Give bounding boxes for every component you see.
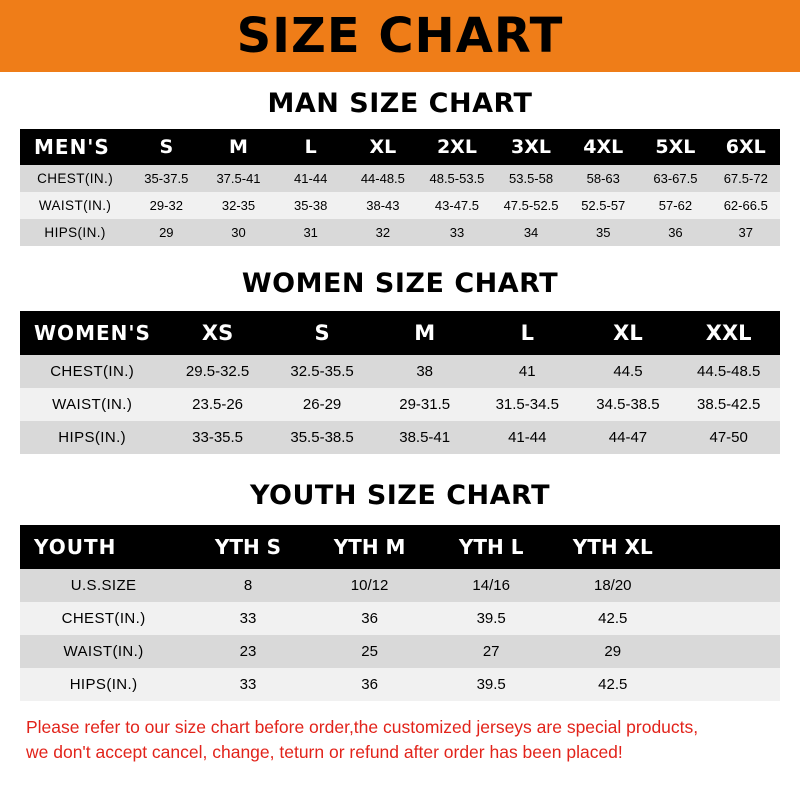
- table-row: [20, 219, 780, 246]
- cell: 25: [361, 643, 378, 660]
- cell: 44.5-48.5: [696, 363, 761, 380]
- disclaimer-line-1: Please refer to our size chart before order,the customized jerseys are special products,: [26, 717, 699, 737]
- man-size-section: [20, 88, 780, 246]
- col-header-xl: XL: [613, 321, 643, 345]
- col-header-2xl: 2XL: [436, 136, 477, 158]
- cell: 38-43: [366, 198, 400, 213]
- col-header-xxl: XXL: [705, 321, 752, 345]
- cell: 33: [239, 676, 257, 693]
- cell: 44-48.5: [360, 171, 405, 186]
- cell: 37.5-41: [216, 171, 261, 186]
- cell: 32-35: [221, 198, 256, 213]
- cell: 18/20: [593, 577, 632, 594]
- col-header-m: M: [229, 136, 248, 158]
- cell: 36: [361, 676, 378, 693]
- col-header-4xl: 4XL: [583, 136, 624, 158]
- cell: 33-35.5: [192, 429, 244, 446]
- table-header-row: [20, 311, 780, 355]
- col-header-yth-s: YTH S: [214, 535, 282, 559]
- cell: 32.5-35.5: [290, 363, 354, 380]
- table-row: [20, 165, 780, 192]
- row-label-chest: CHEST(IN.): [50, 363, 135, 380]
- cell: 62-66.5: [723, 198, 768, 213]
- cell: 39.5: [476, 676, 506, 693]
- table-row: [20, 569, 780, 602]
- cell: 34.5-38.5: [596, 396, 660, 413]
- women-size-section: [20, 268, 780, 454]
- cell: 41: [518, 363, 536, 380]
- cell: 32: [375, 225, 391, 240]
- cell: 29.5-32.5: [185, 363, 250, 380]
- col-header-youth: YOUTH: [34, 535, 117, 559]
- page-title: SIZE CHART: [236, 8, 564, 64]
- women-section-title: WOMEN SIZE CHART: [241, 268, 559, 299]
- cell: 35-37.5: [144, 171, 189, 186]
- cell: 42.5: [598, 610, 628, 627]
- table-header-row: [20, 129, 780, 165]
- row-label-waist: WAIST(IN.): [38, 198, 112, 213]
- col-header-s: S: [159, 136, 174, 158]
- col-header-l: L: [304, 136, 317, 158]
- row-label-us-size: U.S.SIZE: [70, 577, 137, 594]
- cell: 8: [243, 577, 253, 594]
- disclaimer-line-2: we don't accept cancel, change, teturn or refund after order has been placed!: [26, 742, 623, 763]
- table-row: [20, 355, 780, 388]
- col-header-mens: MEN'S: [34, 135, 110, 159]
- chart-content: [0, 88, 800, 766]
- cell: 30: [231, 225, 246, 240]
- cell: 53.5-58: [509, 171, 554, 186]
- man-section-title: MAN SIZE CHART: [267, 88, 533, 119]
- cell: 39.5: [476, 610, 506, 627]
- cell: 63-67.5: [653, 171, 698, 186]
- cell: [674, 668, 780, 701]
- cell: 57-62: [658, 198, 693, 213]
- cell: 43-47.5: [434, 198, 479, 213]
- cell: 42.5: [598, 676, 628, 693]
- row-label-waist: WAIST(IN.): [52, 396, 133, 413]
- cell: 38.5-42.5: [696, 396, 761, 413]
- cell: 27: [482, 643, 500, 660]
- cell: 44.5: [613, 363, 643, 380]
- cell: [674, 635, 780, 668]
- cell: 44-47: [608, 429, 648, 446]
- col-header-5xl: 5XL: [655, 136, 696, 158]
- cell: 31.5-34.5: [495, 396, 559, 413]
- col-header-l: L: [520, 321, 534, 345]
- row-label-chest: CHEST(IN.): [61, 610, 146, 627]
- disclaimer-note: [20, 715, 780, 766]
- cell: 58-63: [586, 171, 620, 186]
- women-size-table: [20, 311, 780, 454]
- col-header-s: S: [314, 321, 330, 345]
- row-label-hips: HIPS(IN.): [69, 676, 138, 693]
- cell: 14/16: [472, 577, 510, 594]
- table-row: [20, 421, 780, 454]
- cell: 23: [239, 643, 257, 660]
- cell: [674, 602, 780, 635]
- cell: 29-32: [149, 198, 183, 213]
- cell: 67.5-72: [723, 171, 768, 186]
- cell: 38.5-41: [399, 429, 451, 446]
- cell: 35.5-38.5: [290, 429, 354, 446]
- col-header-empty: [674, 525, 780, 569]
- cell: 47.5-52.5: [503, 198, 559, 213]
- cell: 10/12: [350, 577, 389, 594]
- table-header-row: [20, 525, 780, 569]
- col-header-6xl: 6XL: [725, 136, 766, 158]
- col-header-3xl: 3XL: [511, 136, 552, 158]
- cell: 37: [738, 225, 753, 240]
- row-label-chest: CHEST(IN.): [37, 171, 114, 186]
- table-row: [20, 635, 780, 668]
- col-header-womens: WOMEN'S: [34, 321, 151, 345]
- cell: 26-29: [302, 396, 342, 413]
- youth-size-table: [20, 525, 780, 701]
- col-header-xs: XS: [201, 321, 234, 345]
- col-header-yth-xl: YTH XL: [572, 535, 653, 559]
- youth-section-title: YOUTH SIZE CHART: [249, 480, 551, 511]
- table-row: [20, 668, 780, 701]
- cell: [674, 569, 780, 602]
- row-label-hips: HIPS(IN.): [58, 429, 127, 446]
- col-header-m: M: [414, 321, 436, 345]
- cell: 38: [416, 363, 434, 380]
- cell: 36: [361, 610, 378, 627]
- cell: 29: [159, 225, 174, 240]
- cell: 47-50: [709, 429, 748, 446]
- man-size-table: [20, 129, 780, 246]
- col-header-yth-m: YTH M: [333, 535, 406, 559]
- row-label-hips: HIPS(IN.): [44, 225, 106, 240]
- cell: 35-38: [294, 198, 328, 213]
- cell: 52.5-57: [581, 198, 626, 213]
- cell: 31: [303, 225, 318, 240]
- cell: 29: [604, 643, 622, 660]
- header-banner: [0, 0, 800, 72]
- cell: 29-31.5: [399, 396, 451, 413]
- cell: 23.5-26: [192, 396, 244, 413]
- cell: 34: [523, 225, 539, 240]
- col-header-yth-l: YTH L: [458, 535, 524, 559]
- table-row: [20, 602, 780, 635]
- row-label-waist: WAIST(IN.): [63, 643, 144, 660]
- table-row: [20, 192, 780, 219]
- table-row: [20, 388, 780, 421]
- col-header-xl: XL: [369, 136, 397, 158]
- youth-size-section: [20, 480, 780, 701]
- cell: 35: [596, 225, 611, 240]
- cell: 48.5-53.5: [429, 171, 485, 186]
- cell: 41-44: [294, 171, 328, 186]
- cell: 41-44: [508, 429, 547, 446]
- cell: 33: [449, 225, 465, 240]
- cell: 33: [239, 610, 257, 627]
- cell: 36: [668, 225, 683, 240]
